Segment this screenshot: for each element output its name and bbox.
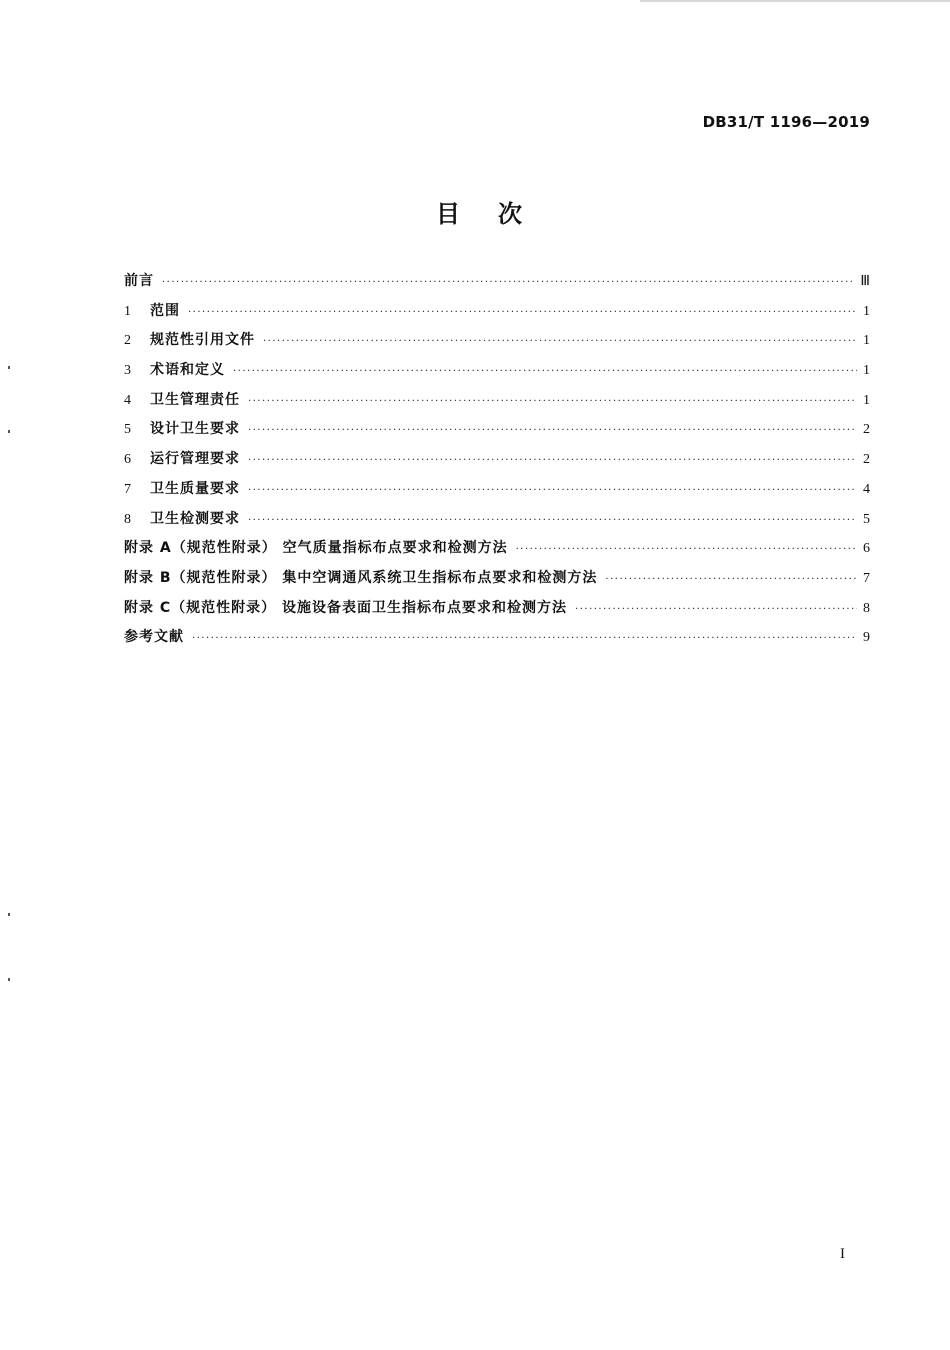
dot-leader [248, 485, 857, 496]
toc-entry-page: 2 [863, 422, 870, 438]
toc-entry-number: 6 [124, 452, 131, 468]
toc-entry-title: 卫生质量要求 [150, 480, 240, 497]
toc-entry-title: 范围 [150, 302, 180, 319]
toc-entry-page: Ⅲ [860, 274, 870, 289]
toc-entry-8[interactable] [124, 508, 870, 538]
scan-speck [8, 978, 10, 981]
dot-leader [188, 307, 857, 318]
toc-entry-6[interactable] [124, 448, 870, 478]
toc-entry-number: 5 [124, 422, 131, 438]
toc-entry-number: 1 [124, 303, 131, 319]
toc-entry-number: 3 [124, 363, 131, 379]
dot-leader [192, 633, 857, 644]
toc-entry-2[interactable] [124, 329, 870, 359]
toc-entry-number: 7 [124, 481, 131, 497]
scan-speck [8, 430, 10, 433]
page-number: I [840, 1246, 845, 1262]
toc-entry-number: 4 [124, 392, 131, 408]
toc-entry-title: 附录 A（规范性附录） 空气质量指标布点要求和检测方法 [124, 540, 508, 557]
dot-leader [248, 455, 857, 466]
toc-entry-foreword[interactable] [124, 270, 870, 300]
toc-entry-page: 4 [863, 481, 870, 497]
dot-leader [575, 604, 857, 615]
scan-speck [8, 366, 10, 369]
toc-entry-title: 参考文献 [124, 629, 184, 646]
toc-entry-appendix-b[interactable] [124, 567, 870, 597]
toc-entry-page: 7 [863, 570, 870, 586]
toc-entry-appendix-a[interactable] [124, 537, 870, 567]
dot-leader [248, 396, 857, 407]
toc-entry-page: 6 [863, 541, 870, 557]
toc-entry-number: 8 [124, 511, 131, 527]
dot-leader [233, 366, 857, 377]
toc-entry-page: 1 [863, 363, 870, 379]
toc-entry-5[interactable] [124, 418, 870, 448]
toc-entry-title: 运行管理要求 [150, 451, 240, 468]
toc-entry-title: 附录 B（规范性附录） 集中空调通风系统卫生指标布点要求和检测方法 [124, 569, 598, 586]
dot-leader [248, 515, 857, 526]
toc-entry-title: 卫生管理责任 [150, 391, 240, 408]
toc-entry-3[interactable] [124, 359, 870, 389]
dot-leader [605, 574, 857, 585]
toc-entry-title: 术语和定义 [150, 362, 225, 379]
dot-leader [162, 277, 854, 288]
toc-entry-page: 9 [863, 630, 870, 646]
toc-entry-page: 1 [863, 303, 870, 319]
standard-code: DB31/T 1196—2019 [702, 113, 870, 131]
toc-entry-title: 规范性引用文件 [150, 332, 255, 349]
dot-leader [516, 544, 857, 555]
scan-speck [8, 913, 10, 916]
toc-entry-title: 设计卫生要求 [150, 421, 240, 438]
toc-entry-title: 前言 [124, 273, 154, 289]
toc-entry-page: 5 [863, 511, 870, 527]
dot-leader [263, 336, 857, 347]
toc-entry-references[interactable] [124, 626, 870, 656]
toc-entry-number: 2 [124, 333, 131, 349]
toc-entry-title: 卫生检测要求 [150, 510, 240, 527]
toc-entry-4[interactable] [124, 389, 870, 419]
toc-entry-appendix-c[interactable] [124, 597, 870, 627]
scan-top-rule [640, 0, 950, 2]
toc-entry-page: 2 [863, 452, 870, 468]
toc-entry-7[interactable] [124, 478, 870, 508]
dot-leader [248, 425, 857, 436]
toc-entry-page: 1 [863, 333, 870, 349]
toc-entry-title: 附录 C（规范性附录） 设施设备表面卫生指标布点要求和检测方法 [124, 599, 568, 616]
table-of-contents [124, 270, 870, 656]
toc-entry-page: 1 [863, 392, 870, 408]
toc-entry-page: 8 [863, 600, 870, 616]
toc-entry-1[interactable] [124, 300, 870, 330]
toc-title: 目次 [436, 200, 560, 228]
